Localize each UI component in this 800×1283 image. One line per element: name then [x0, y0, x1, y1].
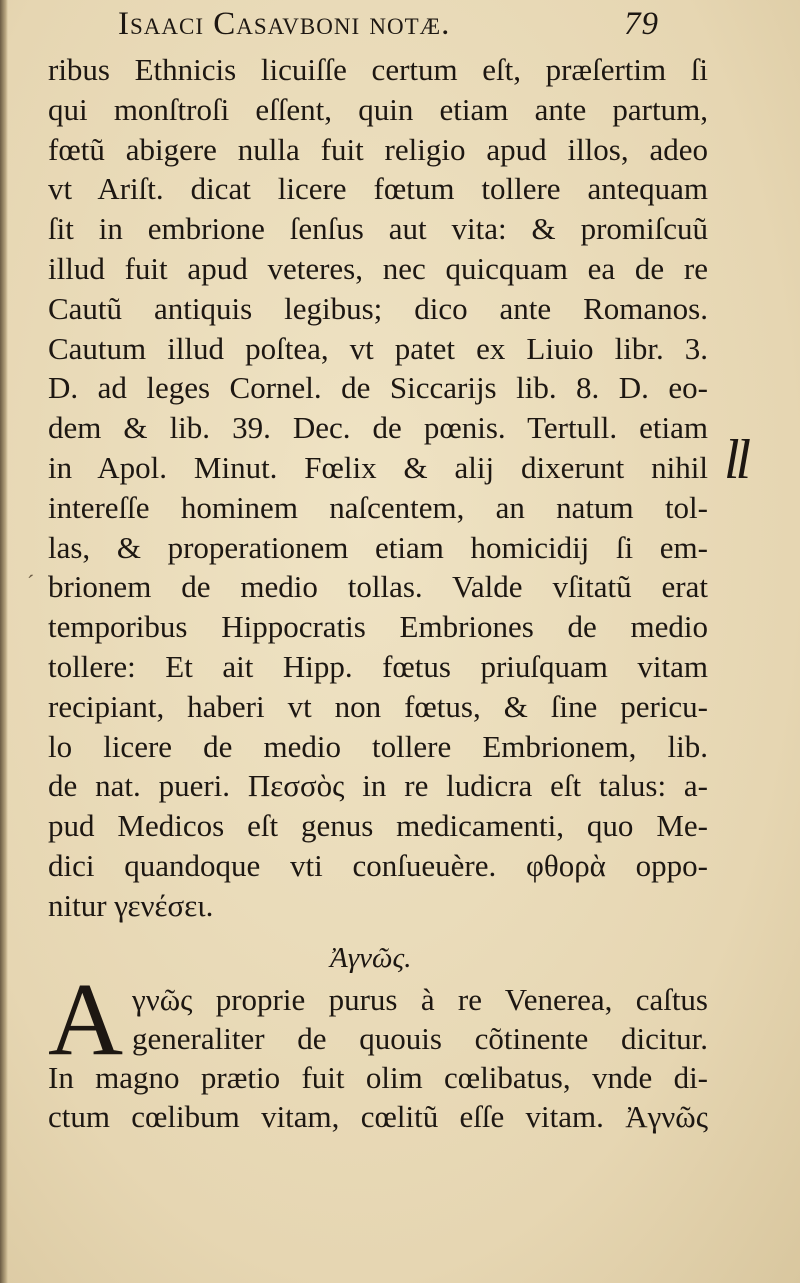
- paragraph-1: [48, 50, 708, 926]
- text-line: qui monſtroſi eſſent, quin etiam ante partum,: [48, 91, 708, 127]
- drop-capital: A: [48, 962, 124, 1077]
- text-line: dem & lib. 39. Dec. de pœnis. Tertull. etiam: [48, 410, 708, 446]
- running-title: Isaaci Casavboni notæ.: [118, 6, 451, 42]
- page-number: 79: [624, 6, 659, 42]
- text-line: generaliter de quouis cõtinente dicitur.: [132, 1021, 708, 1056]
- text-line: D. ad leges Cornel. de Siccarijs lib. 8. D. eo-: [48, 370, 708, 406]
- text-line: Cautũ antiquis legibus; dico ante Romanos.: [48, 290, 708, 326]
- margin-tick-mark: ´: [27, 570, 35, 595]
- text-line: Cautum illud poſtea, vt patet ex Liuio libr. 3.: [48, 330, 708, 366]
- text-line: ſit in embrione ſenſus aut vita: & promiſcuũ: [48, 211, 708, 247]
- text-line: temporibus Hippocratis Embriones de medio: [48, 609, 708, 645]
- text-line: de nat. pueri. Πεσσὸς in re ludicra eſt talus: a-: [48, 768, 708, 804]
- text-line: illud fuit apud veteres, nec quicquam ea de re: [48, 250, 708, 286]
- text-line: ribus Ethnicis licuiſſe certum eſt, præſertim ſi: [48, 52, 708, 87]
- text-line: γνῶς proprie purus à re Venerea, caſtus: [132, 982, 708, 1017]
- text-line: fœtũ abigere nulla fuit religio apud illos, adeo: [48, 131, 708, 167]
- text-line: pud Medicos eſt genus medicamenti, quo Me-: [48, 808, 708, 844]
- text-line: dici quandoque vti conſueuère. φθορὰ oppo-: [48, 847, 708, 883]
- text-line: In magno prætio fuit olim cœlibatus, vnde di-: [48, 1060, 708, 1095]
- text-line: las, & properationem etiam homicidij ſi em-: [48, 529, 708, 565]
- text-line: tollere: Et ait Hipp. fœtus priuſquam vitam: [48, 648, 708, 684]
- text-line: brionem de medio tollas. Valde vſitatũ erat: [48, 569, 708, 605]
- text-line: recipiant, haberi vt non fœtus, & ſine pericu-: [48, 688, 708, 724]
- page-gutter-shadow: [0, 0, 8, 1283]
- paragraph-2: [48, 980, 708, 1136]
- text-line: intereſſe hominem naſcentem, an natum tol-: [48, 489, 708, 525]
- text-line-last: nitur γενέσει.: [48, 887, 214, 923]
- handwritten-margin-mark: ll: [724, 429, 748, 491]
- running-header: [118, 6, 678, 50]
- text-line: in Apol. Minut. Fœlix & alij dixerunt nihil: [48, 449, 708, 485]
- text-line: ctum cœlibum vitam, cœlitũ eſſe vitam. Ἀγνῶς: [48, 1099, 708, 1134]
- text-line: lo licere de medio tollere Embrionem, lib.: [48, 728, 708, 764]
- section-heading: Ἀγνῶς.: [330, 942, 412, 974]
- text-line: vt Ariſt. dicat licere fœtum tollere antequam: [48, 171, 708, 207]
